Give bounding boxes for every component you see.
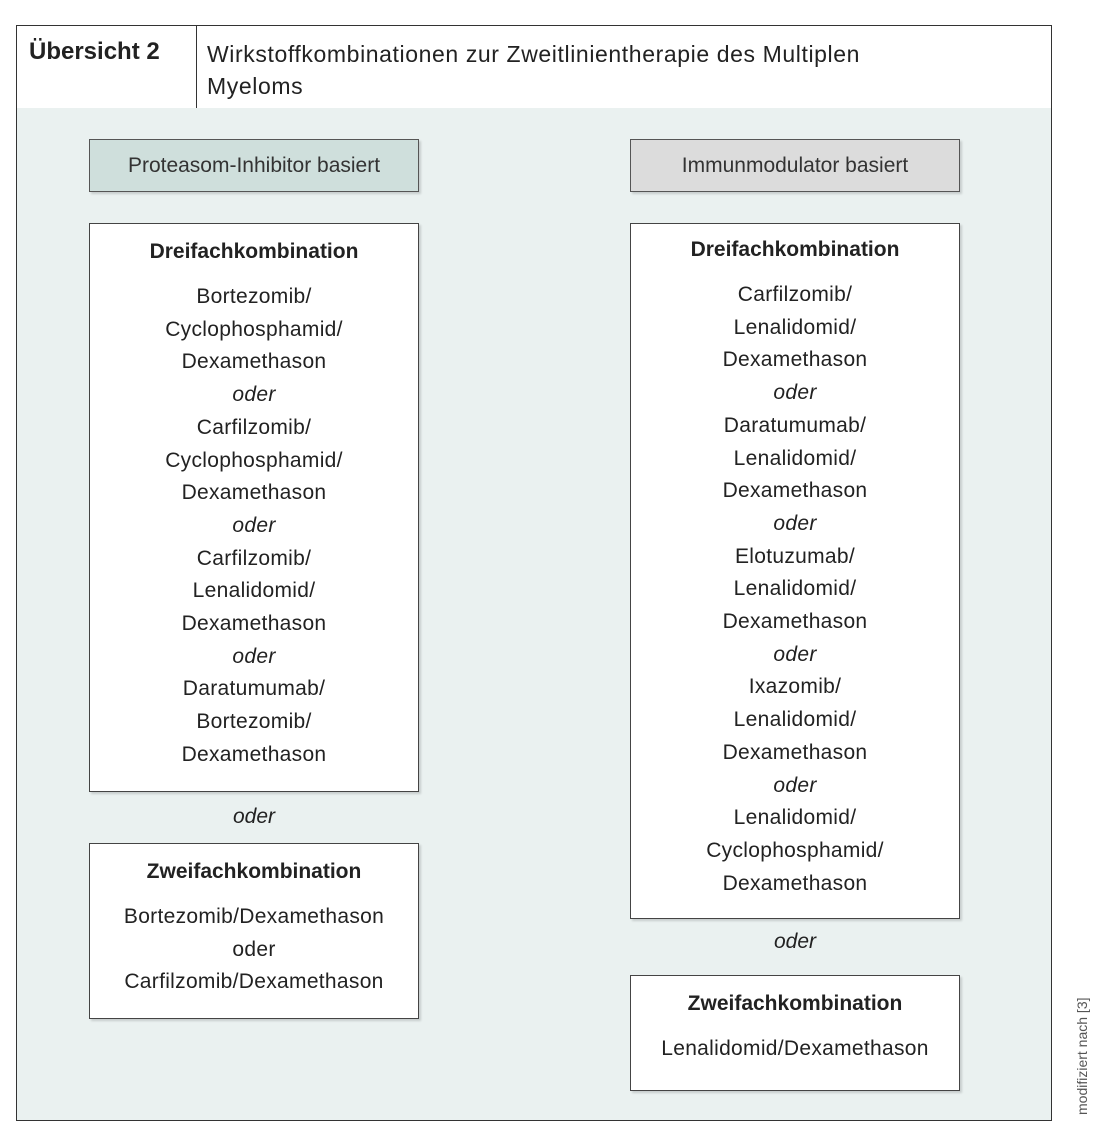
box-title: Zweifachkombination — [687, 992, 903, 1015]
drug-combination-line: Bortezomib/ — [196, 285, 312, 308]
drug-combination-line: Dexamethason — [722, 348, 868, 372]
drug-combination-line: Dexamethason — [181, 612, 327, 636]
drug-combination-line: Lenalidomid/Dexamethason — [661, 1037, 929, 1060]
category-proteasome-inhibitor — [89, 139, 419, 192]
drug-combination-line: Bortezomib/Dexamethason — [123, 905, 385, 928]
drug-combination-line: Carfilzomib/Dexamethason — [124, 970, 384, 994]
combination-list — [631, 1033, 959, 1066]
drug-combination-line: Lenalidomid/ — [733, 315, 857, 339]
right-triple-combination-box — [630, 223, 960, 919]
drug-combination-line: Lenalidomid/ — [733, 577, 857, 601]
or-connector: oder — [773, 511, 817, 535]
drug-combination-line: Dexamethason — [181, 350, 327, 374]
drug-combination-line: Lenalidomid/ — [192, 579, 316, 603]
or-connector: oder — [232, 513, 276, 537]
drug-combination-line: Cyclophosphamid/ — [165, 448, 343, 472]
drug-combination-line: Dexamethason — [722, 740, 868, 764]
combination-list — [631, 279, 959, 900]
source-note: modifiziert nach [3] — [1074, 997, 1090, 1115]
right-or-connector: oder — [773, 930, 817, 953]
overview-frame — [16, 25, 1052, 1121]
diagram-area — [17, 108, 1051, 1120]
drug-combination-line: Dexamethason — [722, 610, 868, 634]
box-title: Zweifachkombination — [146, 860, 362, 883]
drug-combination-line: oder — [232, 937, 276, 961]
drug-combination-line: Lenalidomid/ — [733, 806, 857, 830]
left-triple-combination-box — [89, 223, 419, 792]
right-double-combination-box — [630, 975, 960, 1091]
drug-combination-line: Daratumumab/ — [182, 677, 326, 701]
overview-title-line-2: Myeloms — [207, 73, 304, 99]
drug-combination-line: Daratumumab/ — [723, 413, 867, 437]
category-label: Proteasom-Inhibitor basiert — [127, 153, 381, 177]
combination-list — [90, 281, 418, 772]
category-immunomodulator — [630, 139, 960, 192]
overview-label: Übersicht 2 — [17, 26, 197, 108]
overview-title — [197, 26, 1051, 108]
or-connector: oder — [773, 381, 817, 405]
or-connector: oder — [773, 642, 817, 666]
drug-combination-line: Bortezomib/ — [196, 710, 312, 734]
drug-combination-line: Cyclophosphamid/ — [706, 838, 884, 862]
drug-combination-line: Dexamethason — [181, 481, 327, 505]
drug-combination-line: Dexamethason — [722, 871, 868, 895]
category-label: Immunmodulator basiert — [681, 153, 909, 177]
drug-combination-line: Cyclophosphamid/ — [165, 317, 343, 341]
or-connector: oder — [232, 644, 276, 668]
box-title: Dreifachkombination — [149, 240, 359, 263]
drug-combination-line: Carfilzomib/ — [196, 546, 312, 570]
drug-combination-line: Carfilzomib/ — [737, 283, 853, 306]
overview-title-line-1: Wirkstoffkombinationen zur Zweitlinientherapie des Multiplen — [207, 41, 861, 67]
drug-combination-line: Ixazomib/ — [748, 675, 842, 699]
drug-combination-line: Elotuzumab/ — [734, 544, 856, 568]
box-title: Dreifachkombination — [690, 238, 900, 261]
or-connector: oder — [773, 773, 817, 797]
overview-header — [17, 26, 1051, 109]
drug-combination-line: Dexamethason — [722, 479, 868, 503]
drug-combination-line: Lenalidomid/ — [733, 446, 857, 470]
drug-combination-line: Dexamethason — [181, 742, 327, 766]
drug-combination-line: Lenalidomid/ — [733, 708, 857, 732]
drug-combination-line: Carfilzomib/ — [196, 415, 312, 439]
or-connector: oder — [232, 383, 276, 407]
combination-list — [90, 901, 418, 999]
left-or-connector: oder — [232, 805, 276, 828]
left-double-combination-box — [89, 843, 419, 1019]
